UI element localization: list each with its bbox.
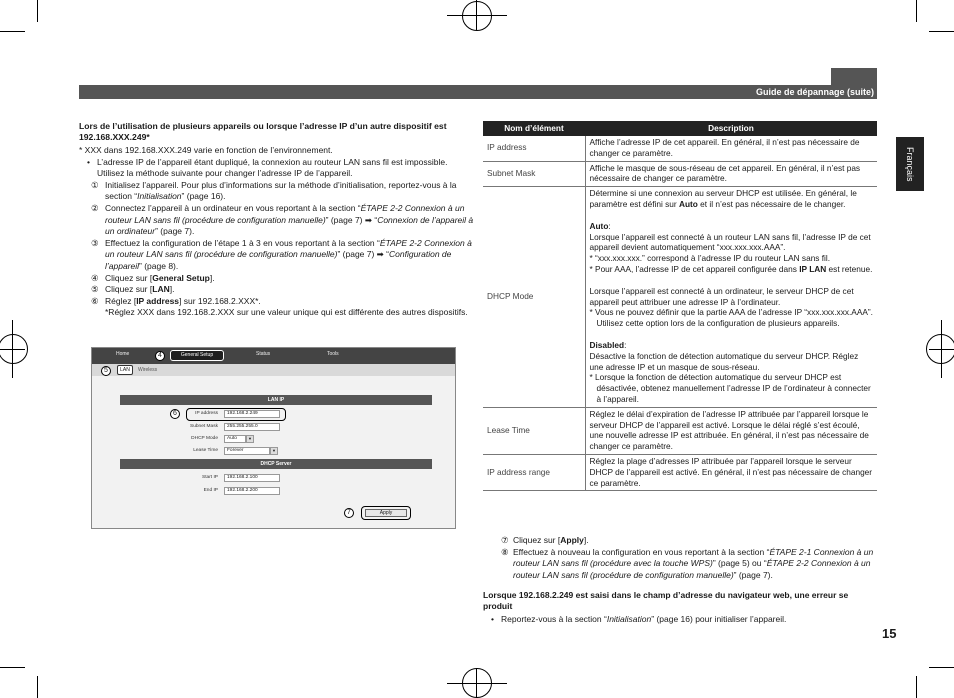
dhcp-mode-label: DHCP Mode	[191, 436, 218, 441]
language-label: Français	[905, 146, 915, 182]
page-number: 15	[882, 626, 897, 641]
callout-4: 4	[155, 351, 165, 361]
end-ip-field: 192.168.2.200	[224, 487, 280, 495]
lan-ip-section: LAN IP	[120, 395, 432, 405]
router-config-screenshot	[91, 347, 456, 529]
header-tab	[831, 68, 877, 86]
crop-mark	[916, 676, 917, 698]
registration-circle	[462, 1, 492, 31]
tab-tools: Tools	[327, 351, 339, 357]
step-number: ④	[91, 272, 99, 283]
registration-circle	[462, 668, 492, 698]
row-description: Réglez la plage d’adresses IP attribuée par l’appareil lorsque le serveur DHCP de l’appareil est activé. En général, il n’est pas nécessaire de changer ce paramètre.	[585, 454, 877, 490]
row-description: Affiche l’adresse IP de cet appareil. En général, il n’est pas nécessaire de changer ce paramètre.	[585, 136, 877, 161]
step-number: ⑤	[91, 284, 99, 295]
list-item	[483, 614, 877, 626]
crop-mark	[929, 31, 954, 32]
table-row	[483, 161, 877, 187]
tab-home: Home	[116, 351, 130, 357]
bullet-mark: •	[87, 156, 90, 167]
crop-mark	[0, 31, 25, 32]
crop-mark	[929, 667, 954, 668]
step-number: ②	[91, 202, 99, 213]
column-header-description: Description	[585, 121, 877, 136]
start-ip-field: 192.168.2.100	[224, 474, 280, 482]
crop-mark	[0, 667, 25, 668]
step-5	[79, 284, 474, 296]
registration-circle	[0, 334, 28, 364]
screenshot-nav-bar	[92, 348, 456, 364]
bullet-mark: •	[491, 614, 494, 625]
table-header-row	[483, 121, 877, 136]
bullet-text: Reportez-vous à la section “Initialisation” (page 16) pour initialiser l’appareil.	[501, 614, 787, 625]
table-row	[483, 136, 877, 161]
step-4	[79, 273, 474, 285]
row-name: DHCP Mode	[483, 187, 585, 408]
apply-button: Apply	[365, 509, 407, 517]
step-text: Réglez [IP address] sur 192.168.2.XXX*.	[105, 295, 261, 306]
bullet-text: L’adresse IP de l’appareil étant dupliqué, la connexion au routeur LAN sans fil est impossible. Utilisez la méthode suivante pour changer l’adresse IP de l’appareil.	[97, 156, 448, 179]
step-text: Cliquez sur [General Setup].	[105, 272, 215, 283]
step-text: Effectuez la configuration de l’étape 1 à 3 en vous reportant à la section “ÉTAPE 2-2 Connexion à un routeur LAN sans fil (procédure de configuration manuelle)” (page 7) ➡ “Configuration de l’appareil” (page 8).	[105, 237, 472, 271]
row-description: Détermine si une connexion au serveur DHCP est utilisée. En général, le paramètre est défini sur Auto et il n’est pas nécessaire de le changer. Auto: Lorsque l’appareil est connecté à un routeur LAN sans fil, l’adresse IP de cet appareil devient automatiquement “xxx.xxx.xxx.AAA”. * “xxx.xxx.xxx.” correspond à l’adresse IP du routeur LAN sans fil. * Pour AAA, l’adresse IP de cet appareil configurée dans IP LAN est retenue. Lorsque l’appareil est connecté à un ordinateur, le serveur DHCP de cet appareil peut attribuer une adresse IP à l’ordinateur. * Vous ne pouvez définir que la partie AAA de l’adresse IP “xxx.xxx.xxx.AAA”. Utilisez cette option lors de la configuration de plusieurs appareils. Disabled: Désactive la fonction de détection automatique du serveur DHCP. Réglez une adresse IP et un masque de sous-réseau. * Lorsque la fonction de détection automatique du serveur DHCP est désactivée, obtenez manuellement l’adresse IP de l’ordinateur à connecter à l’appareil.	[585, 187, 877, 408]
section-title: Guide de dépannage (suite)	[755, 87, 874, 97]
crop-mark	[916, 0, 917, 22]
tab-general-setup: General Setup	[170, 350, 224, 361]
step-3	[79, 238, 474, 273]
footnote: * XXX dans 192.168.XXX.249 varie en fonction de l’environnement.	[79, 145, 333, 155]
step-text: Cliquez sur [LAN].	[105, 284, 175, 295]
subtab-wireless: Wireless	[138, 367, 158, 373]
row-name: Lease Time	[483, 407, 585, 454]
ip-field: 192.168.2.249	[224, 410, 280, 418]
chevron-down-icon: ▼	[270, 447, 278, 455]
end-ip-label: End IP	[203, 488, 218, 493]
step-7	[483, 535, 877, 547]
row-name: IP address range	[483, 454, 585, 490]
step-text: Initialisez l’appareil. Pour plus d’informations sur la méthode d’initialisation, reportez-vous à la section “Initialisation” (page 16).	[105, 179, 457, 202]
callout-5: 5	[101, 366, 111, 376]
section-heading: Lorsque 192.168.2.249 est saisi dans le champ d’adresse du navigateur web, une erreur se produit	[483, 590, 849, 612]
row-name: IP address	[483, 136, 585, 161]
callout-7: 7	[344, 508, 354, 518]
settings-table	[483, 121, 877, 491]
mask-label: Subnet Mask	[190, 424, 218, 429]
step-text: Effectuez à nouveau la configuration en vous reportant à la section “ÉTAPE 2-1 Connexion à un routeur LAN sans fil (procédure avec la touche WPS)” (page 5) ou “ÉTAPE 2-2 Connexion à un routeur LAN sans fil (procédure de configuration manuelle)” (page 7).	[513, 546, 874, 580]
step-number: ⑧	[501, 546, 509, 557]
subtab-lan: LAN	[117, 365, 133, 375]
step-8	[483, 547, 877, 582]
dhcp-mode-select: Auto	[224, 435, 246, 443]
step-6	[79, 296, 474, 308]
table-row	[483, 407, 877, 454]
step-number: ⑦	[501, 535, 509, 545]
tab-status: Status	[256, 351, 271, 357]
table-row	[483, 187, 877, 408]
crop-mark	[37, 0, 38, 22]
step-number: ③	[91, 237, 99, 248]
ip-label: IP address	[195, 411, 218, 416]
section-heading: Lors de l’utilisation de plusieurs appareils ou lorsque l’adresse IP d’un autre dispositif est 192.168.XXX.249*	[79, 121, 447, 142]
step-6-note: *Réglez XXX dans 192.168.2.XXX sur une valeur unique qui est différente des autres dispositifs.	[105, 307, 468, 318]
step-text: Cliquez sur [Apply].	[513, 535, 589, 545]
mask-field: 255.255.255.0	[224, 423, 280, 431]
column-header-name: Nom d’élément	[483, 121, 585, 136]
registration-circle	[926, 334, 954, 364]
right-bottom-text	[483, 535, 877, 626]
callout-6: 6	[170, 409, 180, 419]
lease-time-label: Lease Time	[193, 448, 218, 453]
step-number: ①	[91, 179, 99, 190]
table-row	[483, 454, 877, 490]
left-column	[79, 121, 474, 319]
row-description: Réglez le délai d’expiration de l’adresse IP attribuée par l’appareil lorsque le serveur DHCP de l’appareil est activé. Lorsque le délai réglé s’est écoulé, une nouvelle adresse IP est attribuée. En général, il n’est pas nécessaire de changer ce paramètre.	[585, 407, 877, 454]
start-ip-label: Start IP	[202, 475, 218, 480]
chevron-down-icon: ▼	[246, 435, 254, 443]
step-2	[79, 203, 474, 238]
list-item	[79, 157, 474, 180]
row-name: Subnet Mask	[483, 161, 585, 187]
step-text: Connectez l’appareil à un ordinateur en vous reportant à la section “ÉTAPE 2-2 Connexion à un routeur LAN sans fil (procédure de configuration manuelle)” (page 7) ➡ “Connexion de l’appareil à un ordinateur” (page 7).	[105, 202, 474, 237]
dhcp-server-section: DHCP Server	[120, 459, 432, 469]
crop-mark	[37, 676, 38, 698]
step-number: ⑥	[91, 295, 99, 306]
row-description: Affiche le masque de sous-réseau de cet appareil. En général, il n’est pas nécessaire de changer ce paramètre.	[585, 161, 877, 187]
step-1	[79, 180, 474, 203]
lease-time-select: Forever	[224, 447, 270, 455]
